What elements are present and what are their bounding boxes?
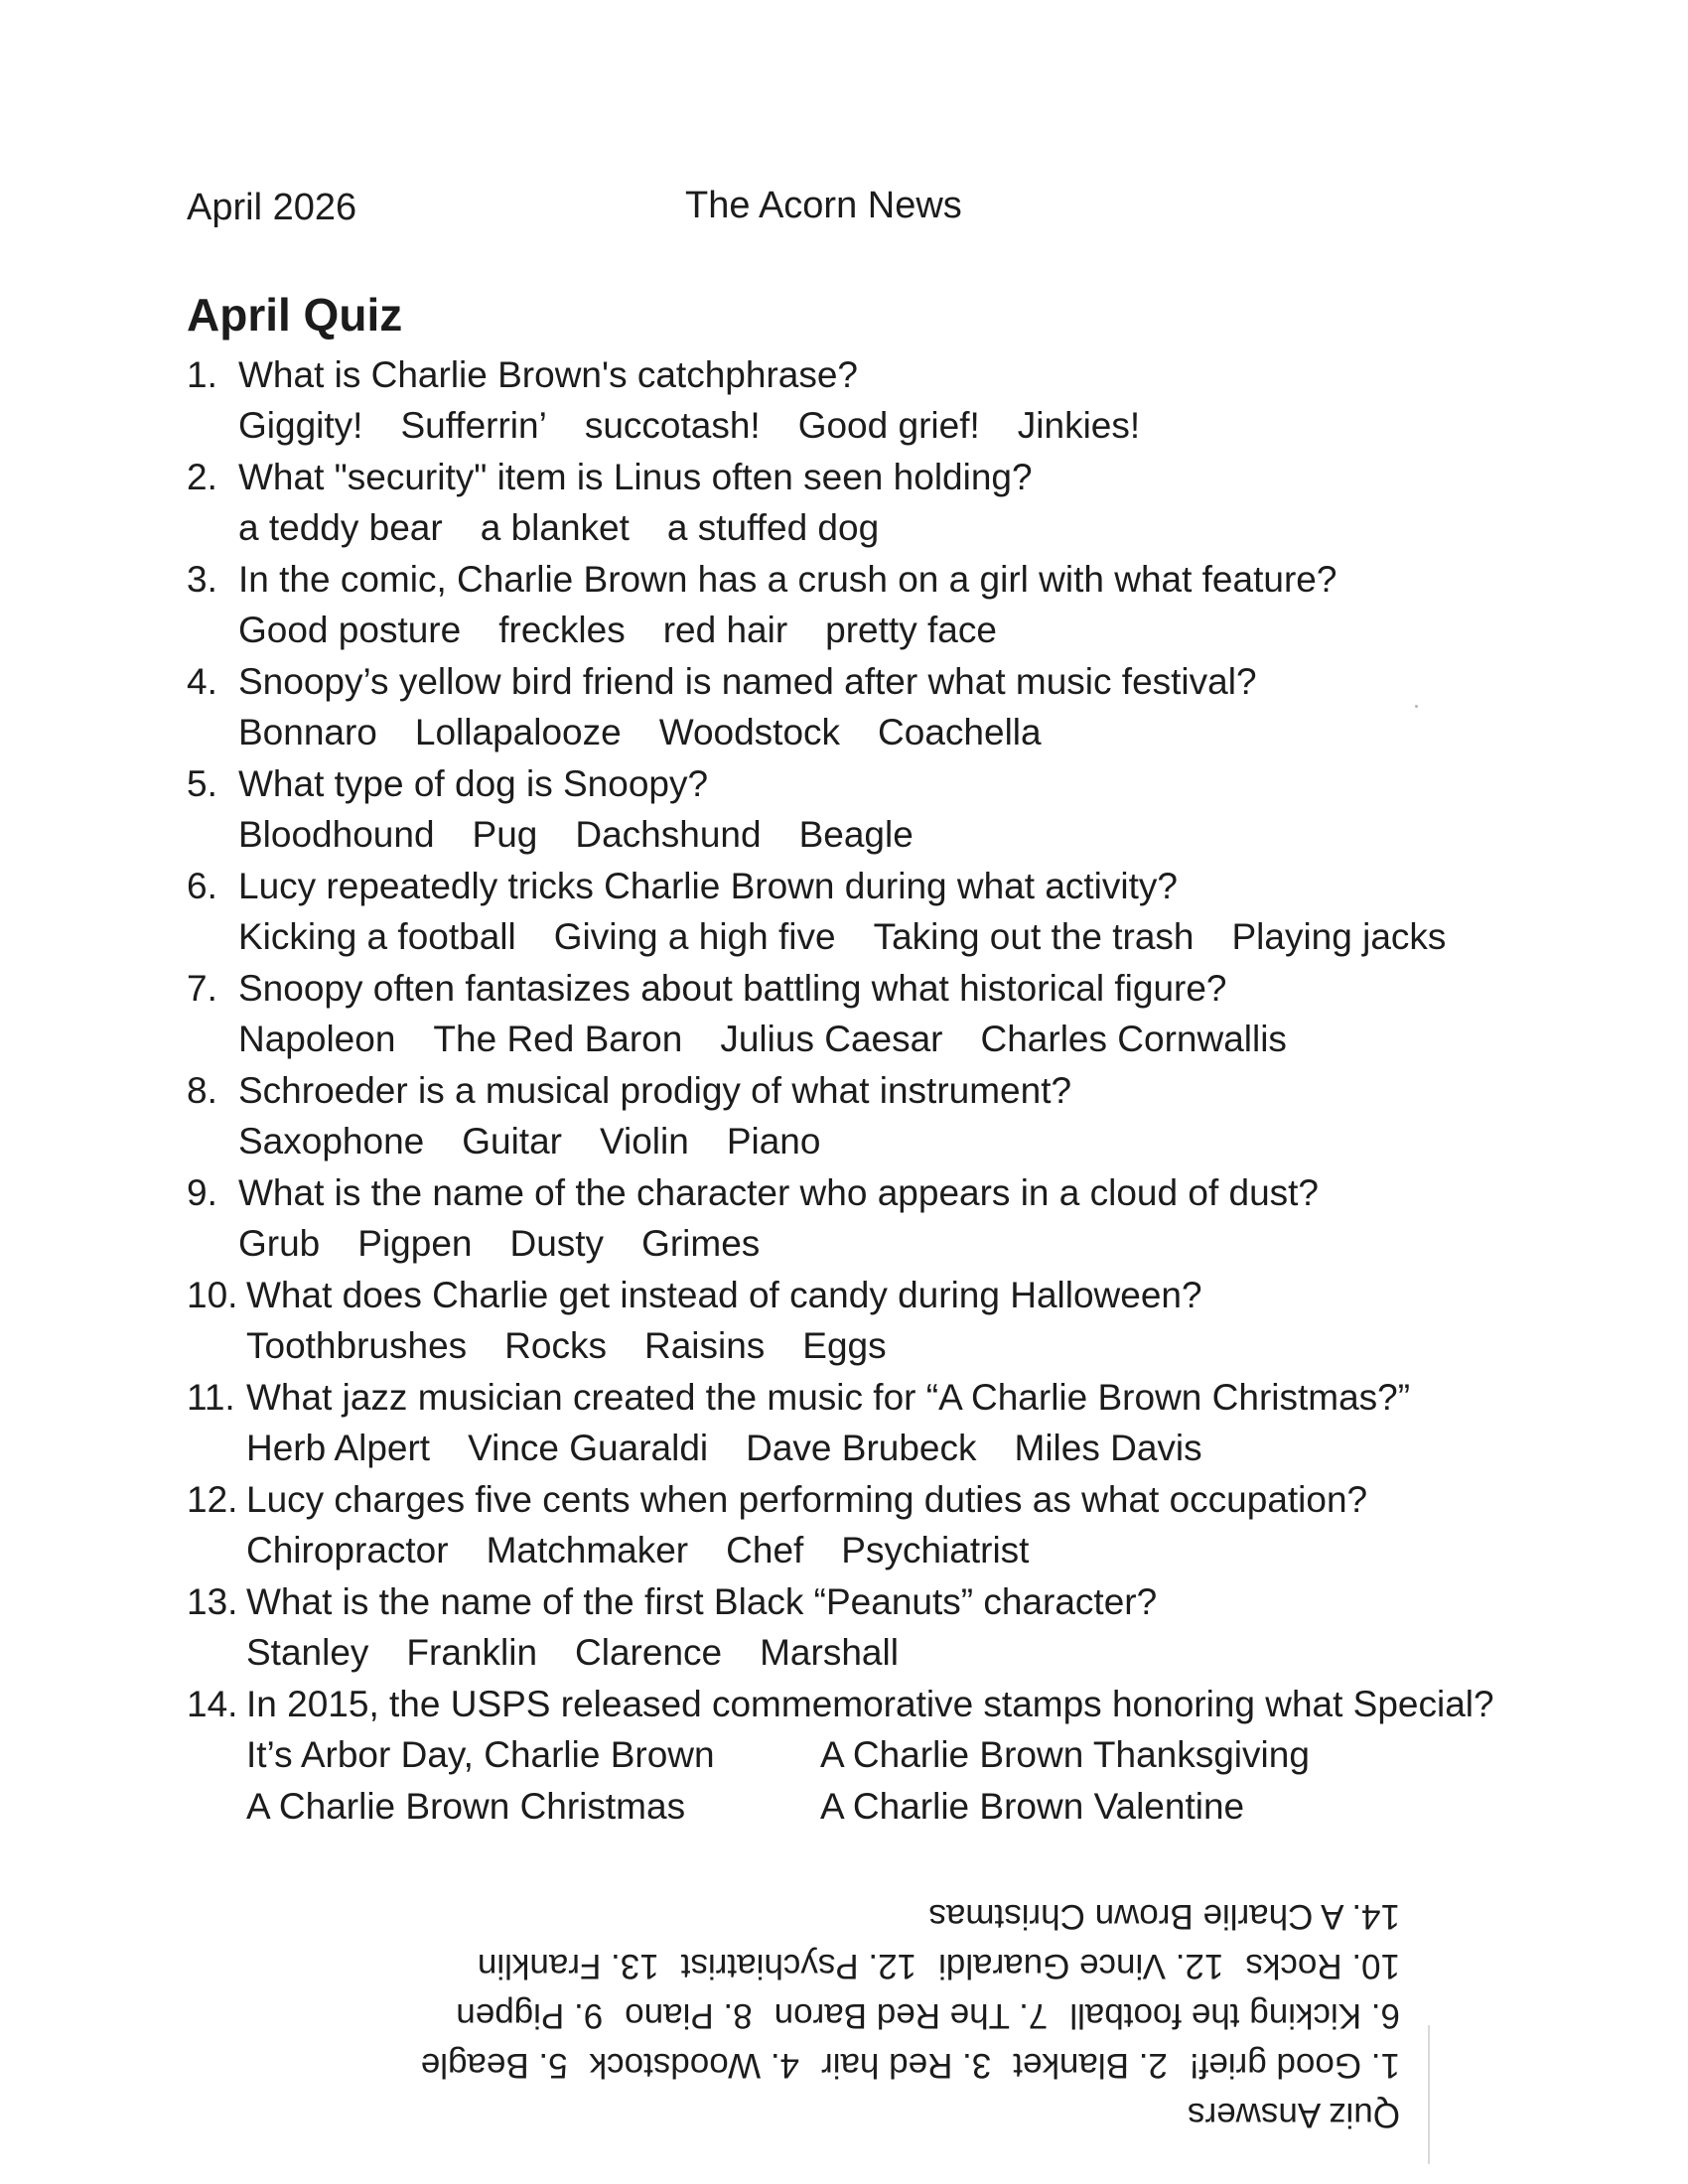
question-number: 10. xyxy=(187,1275,238,1315)
answer-options xyxy=(187,400,1527,452)
answer-options xyxy=(187,1627,1527,1679)
answer-option: pretty face xyxy=(825,610,997,650)
question-text: In the comic, Charlie Brown has a crush on a girl with what feature? xyxy=(238,559,1337,600)
scan-speck xyxy=(1415,705,1418,708)
answer-option: Jinkies! xyxy=(1017,405,1141,446)
answer-option: Chiropractor xyxy=(246,1530,449,1570)
answer-key-entry: 9. Pigpen xyxy=(456,1996,604,2035)
scan-edge-line xyxy=(1428,2025,1430,2164)
answer-key-line xyxy=(268,1990,1410,2040)
answer-key-entry: 12. Vince Guaraldi xyxy=(938,1947,1224,1985)
answer-key-entry: 2. Blanket xyxy=(1013,2046,1168,2085)
answer-option: succotash! xyxy=(584,405,761,446)
answer-option: Woodstock xyxy=(658,712,841,752)
answer-option: Toothbrushes xyxy=(246,1325,468,1366)
answer-key-entry: 1. Good grief! xyxy=(1189,2046,1400,2085)
answer-key-line xyxy=(268,1941,1410,1990)
question-text: Snoopy’s yellow bird friend is named after what music festival? xyxy=(238,661,1257,702)
answer-options xyxy=(187,502,1527,554)
answer-option: Dachshund xyxy=(575,814,762,855)
answer-option: It’s Arbor Day, Charlie Brown xyxy=(246,1734,715,1775)
answer-options xyxy=(187,707,1527,758)
question-text: What "security" item is Linus often seen holding? xyxy=(238,457,1033,497)
answer-option: A Charlie Brown Thanksgiving xyxy=(820,1734,1310,1775)
answer-option: Sufferrin’ xyxy=(400,405,547,446)
question-text: In 2015, the USPS released commemorative stamps honoring what Special? xyxy=(246,1684,1494,1724)
answer-key-entry: 14. A Charlie Brown Christmas xyxy=(928,1897,1400,1936)
answer-options xyxy=(187,1014,1527,1065)
answer-option: Rocks xyxy=(504,1325,607,1366)
answer-key-entry: 10. Rocks xyxy=(1245,1947,1400,1985)
question xyxy=(187,1167,1527,1218)
answer-option: Eggs xyxy=(802,1325,887,1366)
question xyxy=(187,963,1527,1014)
answer-option: Grub xyxy=(238,1223,321,1264)
question xyxy=(187,758,1527,809)
answer-option: red hair xyxy=(662,610,788,650)
question-number: 5. xyxy=(187,763,217,804)
question xyxy=(187,1576,1527,1627)
answer-option: Herb Alpert xyxy=(246,1428,431,1468)
question xyxy=(187,1474,1527,1525)
question-text: Schroeder is a musical prodigy of what instrument? xyxy=(238,1070,1072,1111)
question xyxy=(187,349,1527,400)
answer-options xyxy=(187,809,1527,861)
answer-option: Clarence xyxy=(575,1632,723,1673)
answer-key-entry: 4. Woodstock xyxy=(589,2046,800,2085)
question xyxy=(187,1679,1527,1729)
answer-option: Matchmaker xyxy=(486,1530,689,1570)
question-number: 8. xyxy=(187,1070,217,1111)
answer-option: Vince Guaraldi xyxy=(468,1428,709,1468)
answer-option: Psychiatrist xyxy=(841,1530,1030,1570)
question xyxy=(187,1372,1527,1423)
answer-option: Lollapalooze xyxy=(414,712,622,752)
answer-option: Chef xyxy=(726,1530,804,1570)
answer-option: Grimes xyxy=(641,1223,761,1264)
answer-option: Playing jacks xyxy=(1231,916,1447,957)
answer-option: The Red Baron xyxy=(433,1019,683,1059)
answer-option: Napoleon xyxy=(238,1019,396,1059)
question xyxy=(187,452,1527,502)
question-number: 9. xyxy=(187,1172,217,1213)
answer-key-entry: 7. The Red Baron xyxy=(774,1996,1049,2035)
quiz-title: April Quiz xyxy=(187,289,403,341)
answer-option: Pigpen xyxy=(357,1223,473,1264)
answer-option: A Charlie Brown Valentine xyxy=(820,1786,1245,1827)
answer-option: Beagle xyxy=(798,814,914,855)
question-number: 13. xyxy=(187,1581,238,1622)
newsletter-title: The Acorn News xyxy=(685,185,962,226)
question-number: 6. xyxy=(187,866,217,906)
answer-option: Dusty xyxy=(509,1223,605,1264)
question-text: What does Charlie get instead of candy during Halloween? xyxy=(246,1275,1202,1315)
question-number: 2. xyxy=(187,457,217,497)
question xyxy=(187,656,1527,707)
question-list xyxy=(187,349,1527,1833)
question-number: 4. xyxy=(187,661,217,702)
question xyxy=(187,861,1527,911)
answer-option: Good posture xyxy=(238,610,462,650)
answer-key-line xyxy=(268,2040,1410,2090)
question-text: What jazz musician created the music for “A Charlie Brown Christmas?” xyxy=(246,1377,1411,1418)
answer-option: Piano xyxy=(726,1121,821,1161)
answer-key-entry: 5. Beagle xyxy=(420,2046,568,2085)
answer-key-upside-down xyxy=(268,1886,1410,2139)
answer-options xyxy=(187,911,1527,963)
answer-option: Saxophone xyxy=(238,1121,425,1161)
answer-option: freckles xyxy=(498,610,626,650)
answer-option: Charles Cornwallis xyxy=(980,1019,1287,1059)
question xyxy=(187,1270,1527,1320)
answer-option: Bonnaro xyxy=(238,712,377,752)
answer-key-entry: 8. Piano xyxy=(625,1996,753,2035)
answer-option: Dave Brubeck xyxy=(746,1428,977,1468)
answer-options xyxy=(187,1423,1527,1474)
answer-option: Violin xyxy=(600,1121,689,1161)
answer-key-entry: 6. Kicking the football xyxy=(1069,1996,1400,2035)
question-number: 14. xyxy=(187,1684,238,1724)
answer-key-entry: 3. Red hair xyxy=(821,2046,992,2085)
answer-option: a teddy bear xyxy=(238,507,443,548)
answer-options xyxy=(187,1320,1527,1372)
answer-option: Franklin xyxy=(406,1632,538,1673)
answer-option: a blanket xyxy=(480,507,630,548)
answer-options xyxy=(187,1729,1527,1833)
question-text: Lucy charges five cents when performing duties as what occupation? xyxy=(246,1479,1368,1520)
answer-option: Good grief! xyxy=(797,405,980,446)
answer-options xyxy=(187,605,1527,656)
answer-option: Giving a high five xyxy=(553,916,836,957)
question-number: 12. xyxy=(187,1479,238,1520)
answer-options xyxy=(187,1525,1527,1576)
answer-options xyxy=(187,1116,1527,1167)
answer-key-title: Quiz Answers xyxy=(1188,2096,1400,2134)
question xyxy=(187,554,1527,605)
answer-option: Bloodhound xyxy=(238,814,435,855)
question-text: What is Charlie Brown's catchphrase? xyxy=(238,354,858,395)
question-text: What type of dog is Snoopy? xyxy=(238,763,709,804)
question-number: 1. xyxy=(187,354,217,395)
answer-lines xyxy=(268,1891,1410,2090)
question-number: 7. xyxy=(187,968,217,1009)
question-number: 11. xyxy=(187,1377,235,1418)
answer-key-line xyxy=(268,1891,1410,1941)
answer-option: Kicking a football xyxy=(238,916,516,957)
answer-options xyxy=(187,1218,1527,1270)
answer-option: Raisins xyxy=(643,1325,766,1366)
question-number: 3. xyxy=(187,559,217,600)
answer-option: Stanley xyxy=(246,1632,369,1673)
answer-option: Coachella xyxy=(878,712,1042,752)
answer-option: A Charlie Brown Christmas xyxy=(246,1786,686,1827)
question-text: What is the name of the character who appears in a cloud of dust? xyxy=(238,1172,1320,1213)
answer-key-entry: 13. Franklin xyxy=(477,1947,659,1985)
answer-option: Guitar xyxy=(462,1121,562,1161)
answer-option: Taking out the trash xyxy=(873,916,1195,957)
question-text: What is the name of the first Black “Peanuts” character? xyxy=(246,1581,1158,1622)
answer-option: a stuffed dog xyxy=(666,507,880,548)
question xyxy=(187,1065,1527,1116)
answer-key-entry: 12. Psychiatrist xyxy=(680,1947,917,1985)
answer-option: Giggity! xyxy=(238,405,363,446)
question-text: Snoopy often fantasizes about battling what historical figure? xyxy=(238,968,1227,1009)
answer-option: Pug xyxy=(472,814,538,855)
question-text: Lucy repeatedly tricks Charlie Brown during what activity? xyxy=(238,866,1178,906)
answer-option: Marshall xyxy=(760,1632,899,1673)
answer-option: Miles Davis xyxy=(1014,1428,1202,1468)
answer-option: Julius Caesar xyxy=(720,1019,943,1059)
header-date: April 2026 xyxy=(187,187,357,228)
